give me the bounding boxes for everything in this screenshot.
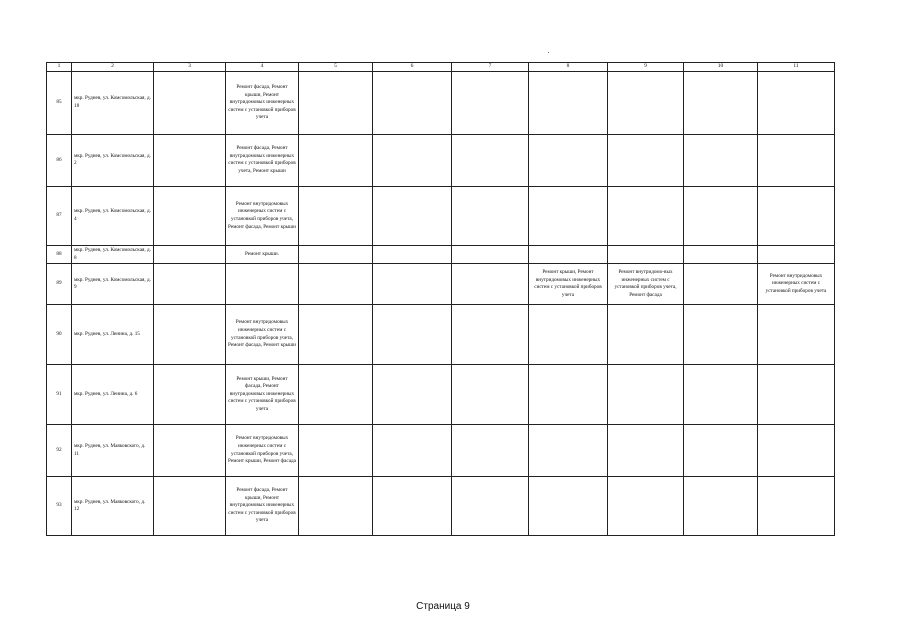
empty-cell bbox=[299, 71, 373, 134]
empty-cell bbox=[373, 134, 452, 186]
table-row bbox=[47, 264, 835, 305]
empty-cell bbox=[154, 71, 226, 134]
work-cell-col11: Ремонт внутридомовых инженерных систем с установкой приборов учета bbox=[758, 264, 835, 305]
table-row bbox=[47, 186, 835, 245]
work-type-cell: Ремонт фасада, Ремонт крыши, Ремонт внутридомовых инженерных систем с установкой приборов учета bbox=[226, 477, 299, 536]
work-type-cell: Ремонт внутридомовых инженерных систем с установкой приборов учета, Ремонт фасада, Ремонт крыши bbox=[226, 186, 299, 245]
work-cell-col9 bbox=[608, 425, 684, 477]
empty-cell bbox=[452, 186, 529, 245]
empty-cell bbox=[452, 134, 529, 186]
address-cell: мкр. Руднев, ул. Комсомольская, д. 9 bbox=[72, 264, 154, 305]
header-cell: 10 bbox=[684, 63, 758, 72]
empty-cell bbox=[452, 245, 529, 263]
empty-cell bbox=[373, 477, 452, 536]
address-cell: мкр. Руднев, ул. Ленина, д. 6 bbox=[72, 365, 154, 425]
empty-cell bbox=[299, 186, 373, 245]
work-cell-col11 bbox=[758, 305, 835, 365]
header-cell: 4 bbox=[226, 63, 299, 72]
column-number-header bbox=[47, 63, 835, 72]
address-cell: мкр. Руднев, ул. Комсомольская, д. 4 bbox=[72, 186, 154, 245]
address-cell: мкр. Руднев, ул. Ленина, д. 15 bbox=[72, 305, 154, 365]
row-number: 90 bbox=[47, 305, 72, 365]
empty-cell bbox=[299, 305, 373, 365]
work-cell-col8 bbox=[529, 365, 608, 425]
table-row bbox=[47, 365, 835, 425]
work-cell-col9 bbox=[608, 477, 684, 536]
work-cell-col8 bbox=[529, 245, 608, 263]
empty-cell bbox=[373, 245, 452, 263]
empty-cell bbox=[154, 305, 226, 365]
work-cell-col8 bbox=[529, 477, 608, 536]
empty-cell bbox=[299, 134, 373, 186]
work-cell-col11 bbox=[758, 477, 835, 536]
scan-speck bbox=[548, 52, 549, 53]
empty-cell bbox=[154, 245, 226, 263]
header-cell: 6 bbox=[373, 63, 452, 72]
work-cell-col8 bbox=[529, 305, 608, 365]
empty-cell bbox=[684, 186, 758, 245]
empty-cell bbox=[154, 477, 226, 536]
work-cell-col11 bbox=[758, 71, 835, 134]
empty-cell bbox=[684, 134, 758, 186]
empty-cell bbox=[684, 264, 758, 305]
address-cell: мкр. Руднев, ул. Комсомольская, д. 8 bbox=[72, 245, 154, 263]
header-cell: 8 bbox=[529, 63, 608, 72]
table-row bbox=[47, 425, 835, 477]
work-type-cell: Ремонт внутридомовых инженерных систем с установкой приборов учета, Ремонт крыши, Ремонт фасада bbox=[226, 425, 299, 477]
work-cell-col8 bbox=[529, 186, 608, 245]
header-cell: 5 bbox=[299, 63, 373, 72]
empty-cell bbox=[299, 245, 373, 263]
work-cell-col9: Ремонт внутридомо-вых инженерных систем с установкой приборов учета, Ремонт фасада bbox=[608, 264, 684, 305]
header-cell: 2 bbox=[72, 63, 154, 72]
empty-cell bbox=[373, 365, 452, 425]
work-cell-col8 bbox=[529, 134, 608, 186]
address-cell: мкр. Руднев, ул. Маяковского, д. 11 bbox=[72, 425, 154, 477]
address-cell: мкр. Руднев, ул. Комсомольская, д. 2 bbox=[72, 134, 154, 186]
row-number: 87 bbox=[47, 186, 72, 245]
row-number: 85 bbox=[47, 71, 72, 134]
work-cell-col9 bbox=[608, 186, 684, 245]
empty-cell bbox=[299, 264, 373, 305]
empty-cell bbox=[154, 425, 226, 477]
work-cell-col8 bbox=[529, 425, 608, 477]
empty-cell bbox=[373, 264, 452, 305]
empty-cell bbox=[452, 425, 529, 477]
work-cell-col11 bbox=[758, 365, 835, 425]
table-row bbox=[47, 134, 835, 186]
empty-cell bbox=[154, 186, 226, 245]
empty-cell bbox=[452, 477, 529, 536]
header-cell: 3 bbox=[154, 63, 226, 72]
empty-cell bbox=[373, 305, 452, 365]
work-type-cell: Ремонт крыши, Ремонт фасада, Ремонт внутридомовых инженерных систем с установкой приборов учета bbox=[226, 365, 299, 425]
empty-cell bbox=[684, 477, 758, 536]
empty-cell bbox=[684, 71, 758, 134]
work-type-cell: Ремонт фасада, Ремонт крыши, Ремонт внутридомовых инженерных систем с установкой приборов учета bbox=[226, 71, 299, 134]
work-type-cell: Ремонт фасада, Ремонт внутридомовых инженерных систем с установкой приборов учета, Ремонт крыши bbox=[226, 134, 299, 186]
row-number: 93 bbox=[47, 477, 72, 536]
empty-cell bbox=[684, 365, 758, 425]
empty-cell bbox=[452, 264, 529, 305]
empty-cell bbox=[452, 305, 529, 365]
empty-cell bbox=[452, 71, 529, 134]
row-number: 92 bbox=[47, 425, 72, 477]
document-table-container bbox=[46, 62, 835, 536]
empty-cell bbox=[154, 134, 226, 186]
page-number-label: Страница 9 bbox=[416, 601, 470, 612]
work-cell-col8: Ремонт крыши, Ремонт внутридомовых инженерных систем с установкой приборов учета bbox=[529, 264, 608, 305]
table-row bbox=[47, 71, 835, 134]
header-cell: 1 bbox=[47, 63, 72, 72]
work-cell-col9 bbox=[608, 71, 684, 134]
empty-cell bbox=[299, 425, 373, 477]
header-cell: 11 bbox=[758, 63, 835, 72]
row-number: 89 bbox=[47, 264, 72, 305]
work-cell-col9 bbox=[608, 305, 684, 365]
empty-cell bbox=[684, 305, 758, 365]
work-cell-col11 bbox=[758, 425, 835, 477]
work-type-cell bbox=[226, 264, 299, 305]
table-row bbox=[47, 245, 835, 263]
row-number: 91 bbox=[47, 365, 72, 425]
row-number: 86 bbox=[47, 134, 72, 186]
table-row bbox=[47, 305, 835, 365]
address-cell: мкр. Руднев, ул. Комсомольская, д. 18 bbox=[72, 71, 154, 134]
work-cell-col9 bbox=[608, 245, 684, 263]
work-type-cell: Ремонт внутридомовых инженерных систем с установкой приборов учета, Ремонт фасада, Ремонт крыши bbox=[226, 305, 299, 365]
work-cell-col8 bbox=[529, 71, 608, 134]
row-number: 88 bbox=[47, 245, 72, 263]
table-row bbox=[47, 477, 835, 536]
work-cell-col11 bbox=[758, 245, 835, 263]
work-type-cell: Ремонт крыши. bbox=[226, 245, 299, 263]
empty-cell bbox=[373, 425, 452, 477]
empty-cell bbox=[452, 365, 529, 425]
empty-cell bbox=[684, 245, 758, 263]
empty-cell bbox=[684, 425, 758, 477]
empty-cell bbox=[373, 71, 452, 134]
work-cell-col9 bbox=[608, 365, 684, 425]
empty-cell bbox=[154, 264, 226, 305]
work-cell-col11 bbox=[758, 186, 835, 245]
empty-cell bbox=[299, 477, 373, 536]
address-cell: мкр. Руднев, ул. Маяковского, д. 12 bbox=[72, 477, 154, 536]
work-cell-col11 bbox=[758, 134, 835, 186]
work-cell-col9 bbox=[608, 134, 684, 186]
header-cell: 7 bbox=[452, 63, 529, 72]
repair-schedule-table bbox=[46, 62, 835, 536]
header-cell: 9 bbox=[608, 63, 684, 72]
empty-cell bbox=[154, 365, 226, 425]
empty-cell bbox=[373, 186, 452, 245]
empty-cell bbox=[299, 365, 373, 425]
